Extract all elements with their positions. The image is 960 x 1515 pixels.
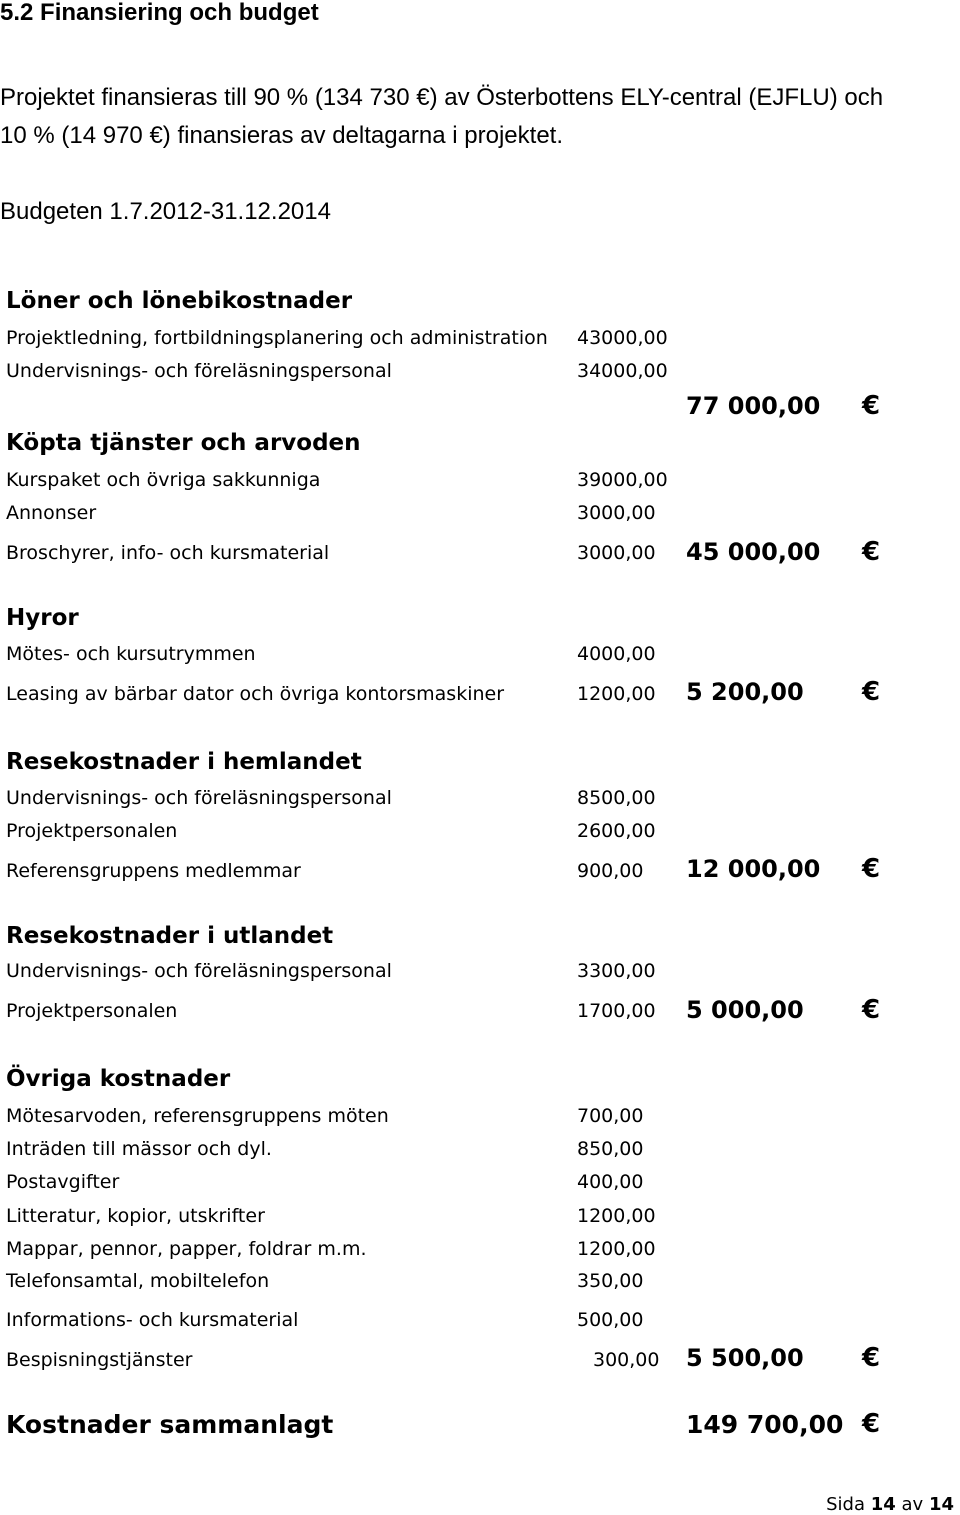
euro-icon: €	[862, 537, 881, 567]
item-label: Postavgifter	[6, 1171, 120, 1193]
page-number-middle: av	[901, 1494, 924, 1515]
section-total-travel-abroad: 5 000,00	[686, 996, 804, 1024]
intro-line-1: Projektet finansieras till 90 % (134 730 €) av Österbottens ELY-central (EJFLU) och	[0, 84, 884, 111]
item-amount: 500,00	[577, 1309, 644, 1331]
section-title-salaries: Löner och lönebikostnader	[6, 288, 353, 314]
section-title-rent: Hyror	[6, 605, 79, 631]
item-amount: 2600,00	[577, 820, 656, 842]
item-amount: 3000,00	[577, 542, 656, 564]
item-amount: 43000,00	[577, 327, 668, 349]
item-amount: 3000,00	[577, 502, 656, 524]
section-total-travel-domestic: 12 000,00	[686, 855, 821, 883]
item-amount: 400,00	[577, 1171, 644, 1193]
intro-line-2: 10 % (14 970 €) finansieras av deltagarna i projektet.	[0, 122, 564, 149]
page-number-prefix: Sida	[826, 1494, 865, 1515]
page-number-current: 14	[870, 1494, 896, 1515]
item-label: Undervisnings- och föreläsningspersonal	[6, 360, 392, 382]
item-label: Bespisningstjänster	[6, 1349, 193, 1371]
item-label: Leasing av bärbar dator och övriga kontorsmaskiner	[6, 683, 505, 705]
section-total-other: 5 500,00	[686, 1344, 804, 1372]
item-amount: 34000,00	[577, 360, 668, 382]
item-amount: 1200,00	[577, 1205, 656, 1227]
budget-period: Budgeten 1.7.2012-31.12.2014	[0, 198, 331, 225]
section-title-travel-domestic: Resekostnader i hemlandet	[6, 749, 362, 775]
item-label: Projektpersonalen	[6, 1000, 178, 1022]
page-number-total: 14	[928, 1494, 954, 1515]
euro-icon: €	[862, 391, 881, 421]
item-amount: 700,00	[577, 1105, 644, 1127]
item-amount: 850,00	[577, 1138, 644, 1160]
item-label: Mötes- och kursutrymmen	[6, 643, 256, 665]
section-title-services: Köpta tjänster och arvoden	[6, 430, 361, 456]
item-label: Inträden till mässor och dyl.	[6, 1138, 272, 1160]
item-label: Kurspaket och övriga sakkunniga	[6, 469, 321, 491]
item-label: Referensgruppens medlemmar	[6, 860, 301, 882]
item-label: Projektledning, fortbildningsplanering och administration	[6, 327, 548, 349]
item-label: Mötesarvoden, referensgruppens möten	[6, 1105, 389, 1127]
section-total-rent: 5 200,00	[686, 678, 804, 706]
item-amount: 350,00	[577, 1270, 644, 1292]
item-label: Annonser	[6, 502, 97, 524]
euro-icon: €	[862, 995, 881, 1025]
item-amount: 1200,00	[577, 1238, 656, 1260]
item-amount: 1200,00	[577, 683, 656, 705]
euro-icon: €	[862, 1409, 881, 1439]
page-number	[826, 1496, 954, 1514]
item-label: Undervisnings- och föreläsningspersonal	[6, 787, 392, 809]
item-label: Projektpersonalen	[6, 820, 178, 842]
item-amount: 900,00	[577, 860, 644, 882]
item-label: Informations- och kursmaterial	[6, 1309, 299, 1331]
euro-icon: €	[862, 1343, 881, 1373]
item-amount: 1700,00	[577, 1000, 656, 1022]
euro-icon: €	[862, 677, 881, 707]
section-title-other: Övriga kostnader	[6, 1066, 231, 1092]
item-amount: 8500,00	[577, 787, 656, 809]
section-total-salaries: 77 000,00	[686, 392, 821, 420]
item-label: Litteratur, kopior, utskrifter	[6, 1205, 265, 1227]
section-heading: 5.2 Finansiering och budget	[0, 0, 319, 26]
item-amount: 39000,00	[577, 469, 668, 491]
item-label: Telefonsamtal, mobiltelefon	[6, 1270, 270, 1292]
item-amount: 300,00	[593, 1349, 660, 1371]
item-label: Mappar, pennor, papper, foldrar m.m.	[6, 1238, 367, 1260]
item-amount: 3300,00	[577, 960, 656, 982]
section-title-travel-abroad: Resekostnader i utlandet	[6, 923, 334, 949]
item-label: Undervisnings- och föreläsningspersonal	[6, 960, 392, 982]
item-label: Broschyrer, info- och kursmaterial	[6, 542, 330, 564]
section-total-services: 45 000,00	[686, 538, 821, 566]
grand-total-amount: 149 700,00	[686, 1410, 844, 1439]
grand-total-label: Kostnader sammanlagt	[6, 1410, 334, 1439]
euro-icon: €	[862, 854, 881, 884]
item-amount: 4000,00	[577, 643, 656, 665]
